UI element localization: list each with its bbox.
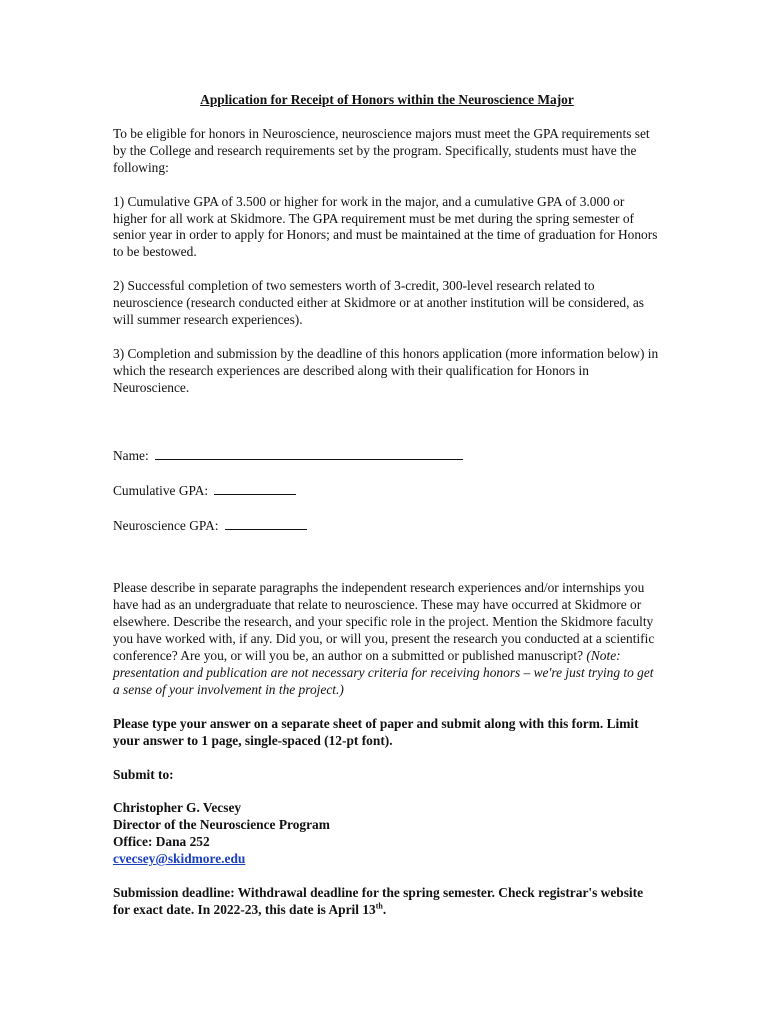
- contact-email-link[interactable]: cvecsey@skidmore.edu: [113, 851, 246, 867]
- requirement-3: 3) Completion and submission by the deadline of this honors application (more information below) in which the research experiences are described along with their qualification for Honors in Neuroscience.: [113, 345, 659, 395]
- contact-office: Office: Dana 252: [113, 834, 210, 850]
- contact-role: Director of the Neuroscience Program: [113, 817, 330, 833]
- cumulative-gpa-blank-line[interactable]: [214, 482, 296, 495]
- document-title: Application for Receipt of Honors within the Neuroscience Major: [200, 92, 574, 107]
- cumulative-gpa-label: Cumulative GPA:: [113, 482, 209, 498]
- describe-note: (Note: presentation and publication are not necessary criteria for receiving honors – we're just trying to get a sense of your involvement in the project.): [113, 648, 654, 697]
- name-field[interactable]: [113, 447, 661, 465]
- contact-name: Christopher G. Vecsey: [113, 800, 242, 816]
- requirement-1: 1) Cumulative GPA of 3.500 or higher for work in the major, and a cumulative GPA of 3.000 or higher for all work at Skidmore. The GPA requirement must be met during the spring semester of senior year in order to apply for Honors; and must be maintained at the time of graduation for Honors to be bestowed.: [113, 193, 658, 260]
- deadline-text: Submission deadline: Withdrawal deadline for the spring semester. Check registrar's website for exact date. In 2022-23, this date is April 13: [113, 885, 644, 917]
- neuroscience-gpa-blank-line[interactable]: [225, 517, 307, 530]
- neuroscience-gpa-label: Neuroscience GPA:: [113, 517, 219, 533]
- deadline-end: .: [382, 902, 387, 917]
- contact-block: [113, 800, 661, 868]
- describe-text: Please describe in separate paragraphs the independent research experiences and/or internships you have had as an undergraduate that relate to neuroscience. These may have occurred at Skidmore or elsewhere. Describe the research, and your specific role in the project. Mention the Skidmore faculty you have worked with, if any. Did you, or will you, present the research you conducted at a scientific conference? Are you, or will you be, an author on a submitted or published manuscript?: [113, 580, 655, 664]
- instructions-paragraph: Please type your answer on a separate sheet of paper and submit along with this form. Limit your answer to 1 page, single-spaced (12-pt font).: [113, 715, 639, 748]
- describe-paragraph: [113, 580, 661, 698]
- name-blank-line[interactable]: [155, 447, 463, 460]
- submit-to-label: Submit to:: [113, 766, 174, 782]
- deadline-superscript: th: [375, 901, 383, 911]
- name-label: Name:: [113, 447, 149, 463]
- neuroscience-gpa-field[interactable]: [113, 517, 661, 535]
- document-page: [113, 92, 661, 936]
- requirement-2: 2) Successful completion of two semesters worth of 3-credit, 300-level research related to neuroscience (research conducted either at Skidmore or at another institution will be considered, as will summer research experiences).: [113, 278, 644, 328]
- intro-paragraph: To be eligible for honors in Neuroscience, neuroscience majors must meet the GPA requirements set by the College and research requirements set by the program. Specifically, students must have the following:: [113, 125, 650, 175]
- deadline-paragraph: [113, 885, 661, 919]
- applicant-fields: [113, 447, 661, 535]
- cumulative-gpa-field[interactable]: [113, 482, 661, 500]
